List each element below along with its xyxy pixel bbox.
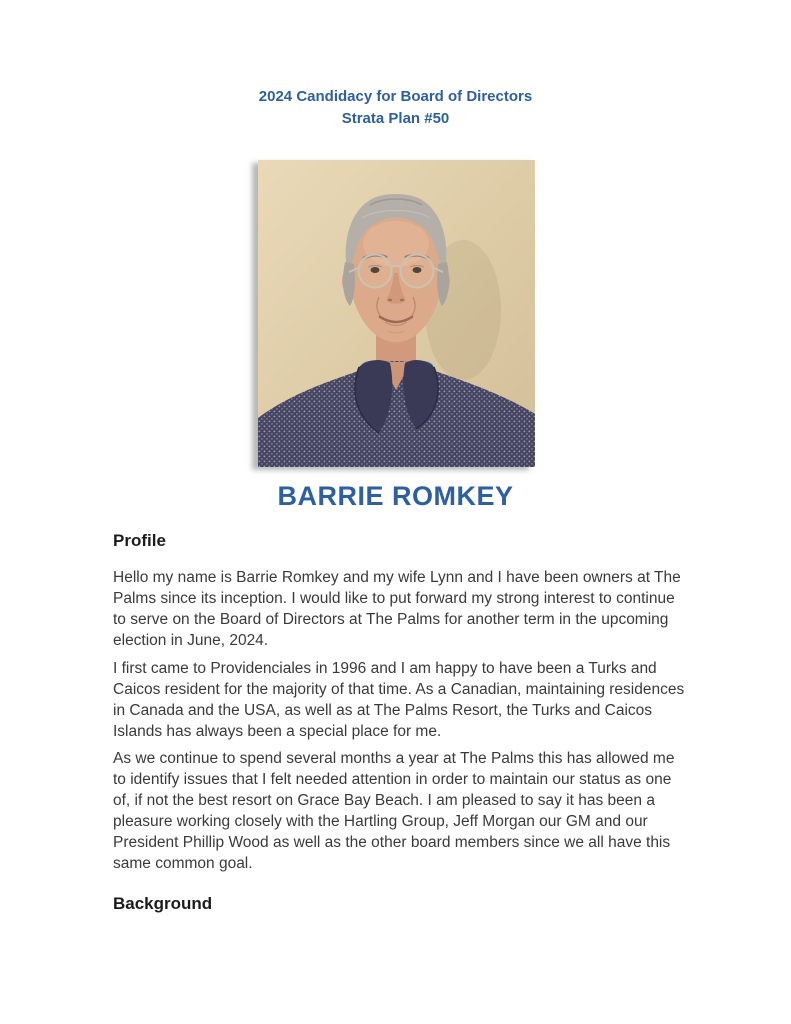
title-line-2: Strata Plan #50: [341, 110, 450, 127]
profile-paragraph-3: As we continue to spend several months a year at The Palms this has allowed me to identify issues that I felt needed attention in order to maintain our status as one of, if not the best resort on Grace Bay Beach. I am pleased to say it has been a pleasure working closely with the Hartling Group, Jeff Morgan our GM and our President Phillip Wood as well as the other board members since we all have this same common goal.: [113, 750, 675, 872]
profile-heading: Profile: [113, 531, 166, 550]
profile-paragraph-2: I first came to Providenciales in 1996 and I am happy to have been a Turks and Caicos resident for the majority of that time. As a Canadian, maintaining residences in Canada and the USA, as well as at The Palms Resort, the Turks and Caicos Islands has always been a special place for me.: [113, 660, 685, 740]
title-line-1: 2024 Candidacy for Board of Directors: [258, 88, 533, 105]
document-title: [0, 86, 791, 130]
candidate-name: BARRIE ROMKEY: [277, 481, 514, 511]
background-heading: Background: [113, 894, 213, 913]
profile-paragraph-1: Hello my name is Barrie Romkey and my wife Lynn and I have been owners at The Palms since its inception. I would like to put forward my strong interest to continue to serve on the Board of Directors at The Palms for another term in the upcoming election in June, 2024.: [113, 569, 681, 649]
portrait-illustration: [258, 160, 535, 467]
candidate-photo: [258, 160, 535, 467]
